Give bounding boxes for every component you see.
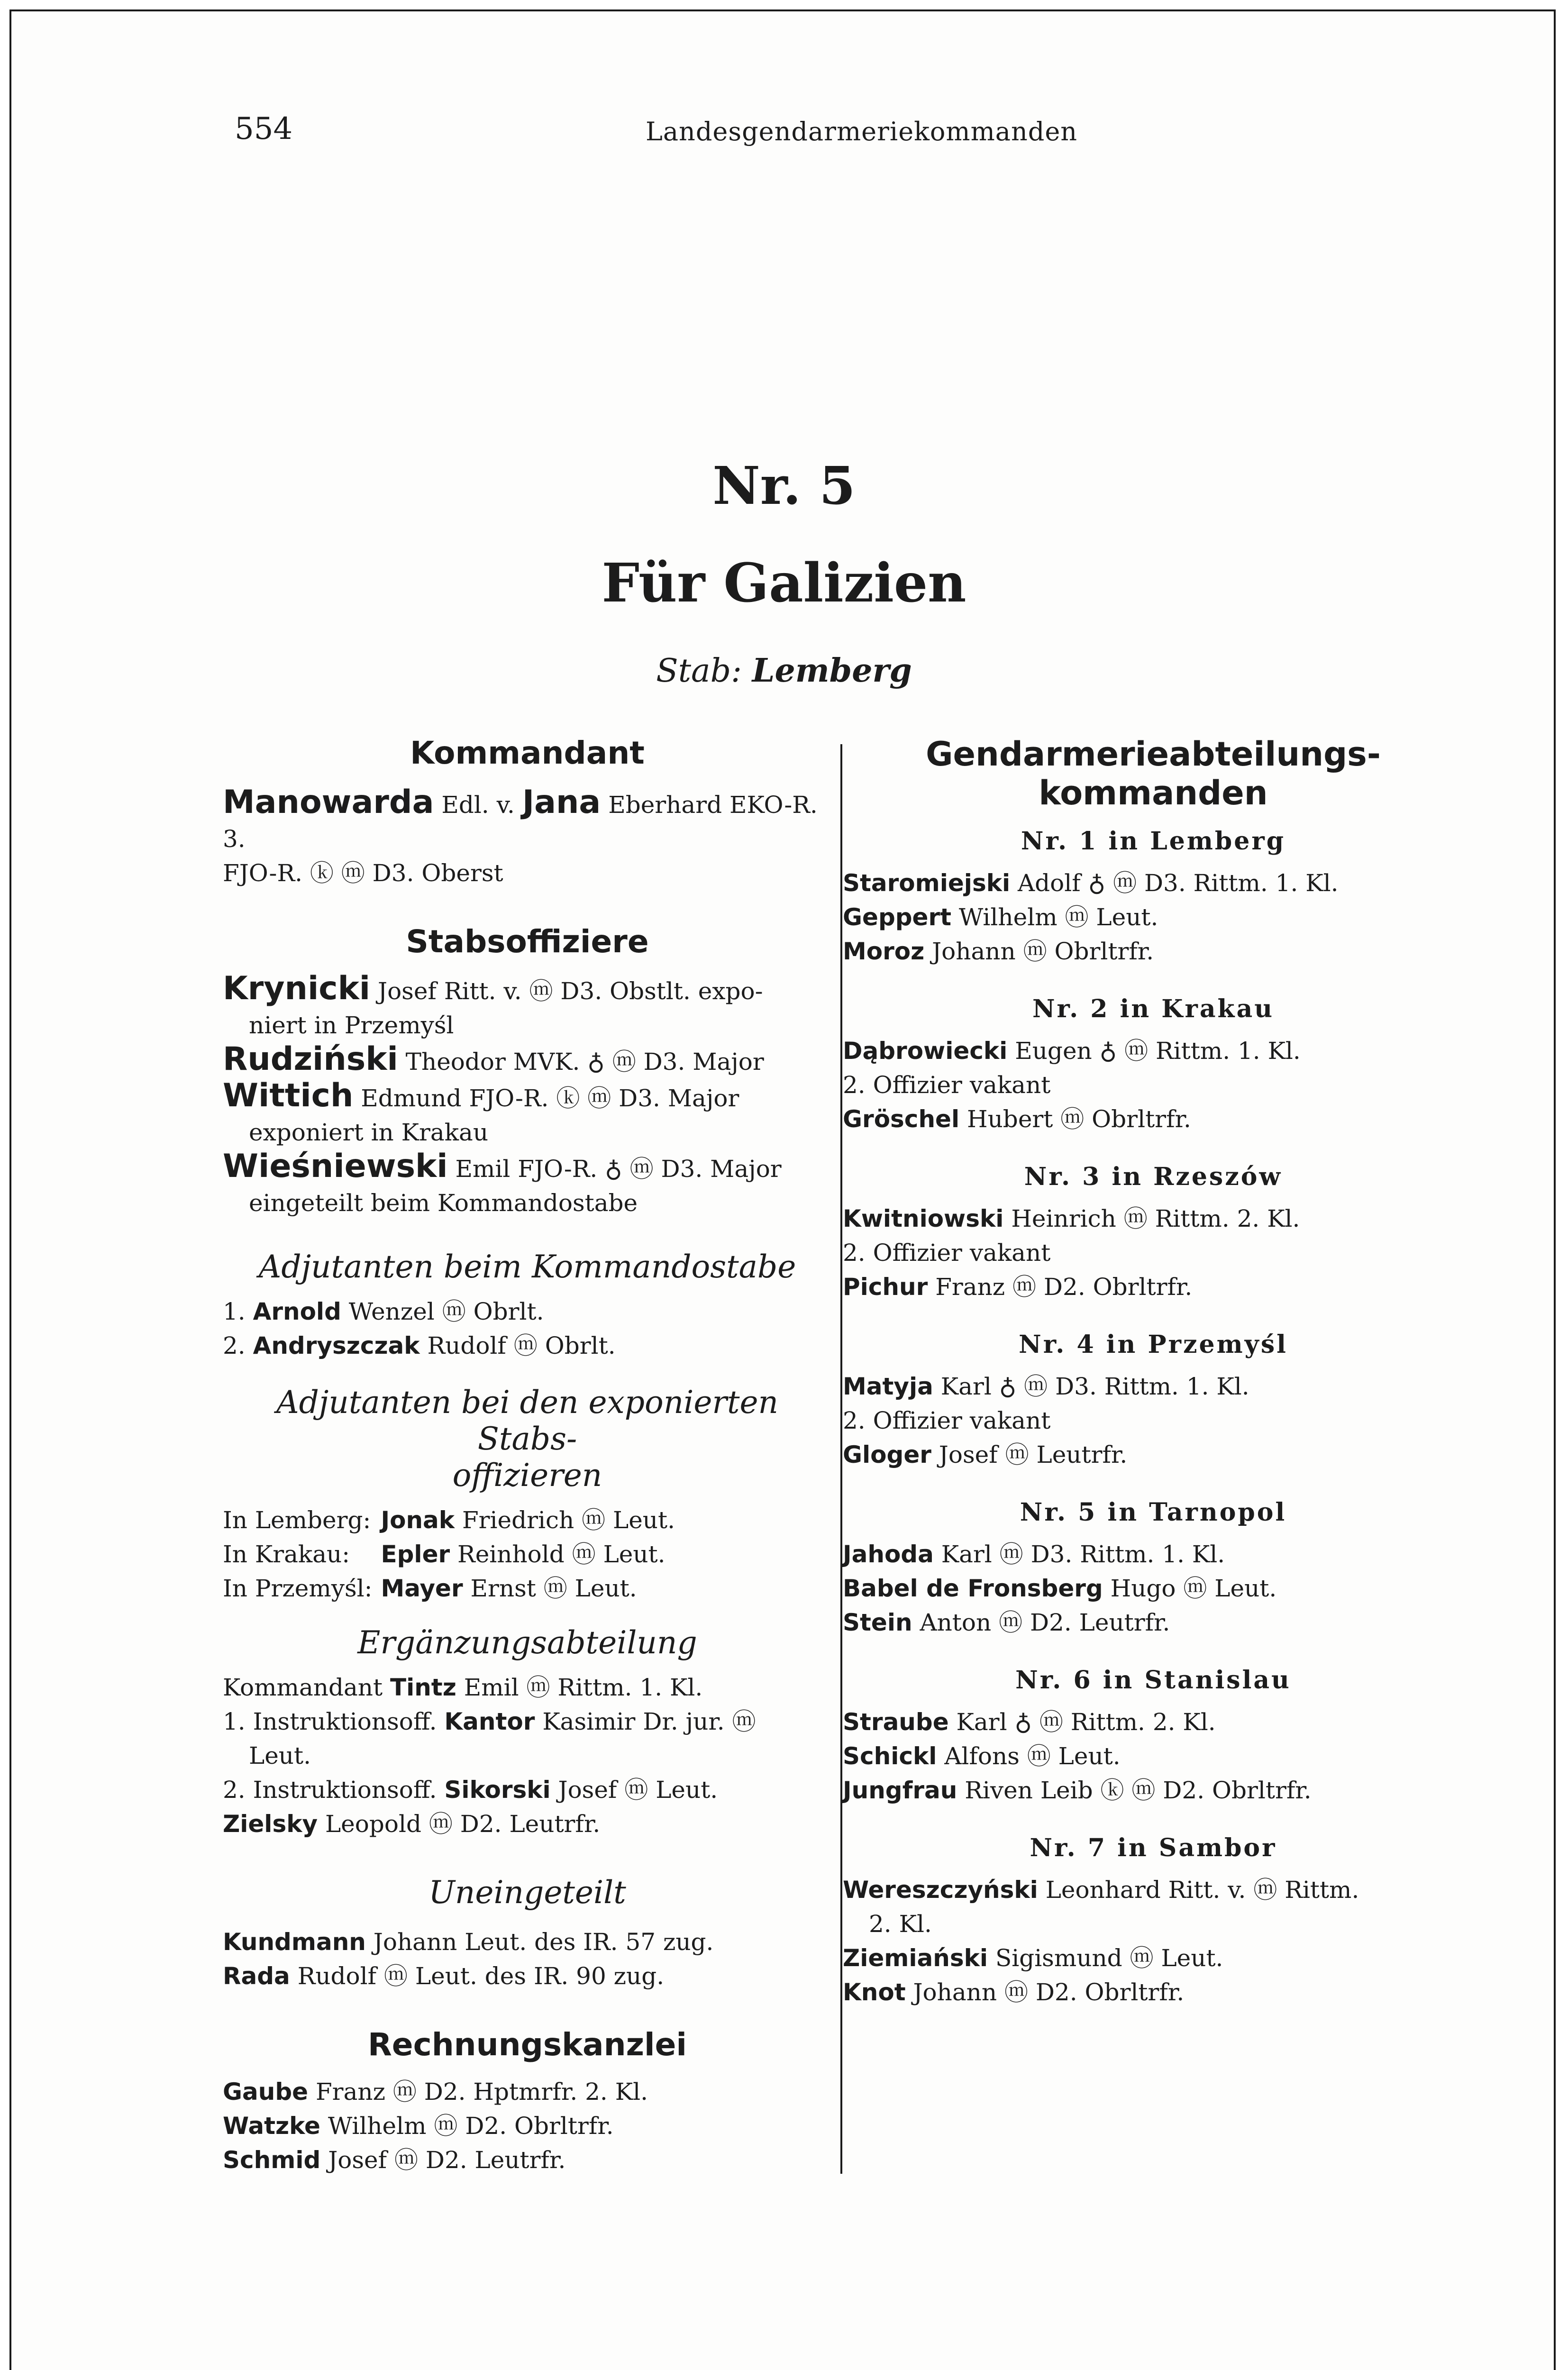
entry-name: Geppert: [843, 903, 952, 931]
ergaenzung-entry: [223, 1807, 832, 1841]
entry-name: Tintz: [390, 1674, 456, 1701]
entry-name: Babel de Fronsberg: [843, 1575, 1103, 1602]
abteilungen-list: [843, 827, 1464, 2009]
abteilung-entry: [843, 1270, 1464, 1304]
entry-name: Ziemiański: [843, 1944, 988, 1972]
abteilung-entry: [843, 1537, 1464, 1571]
rechnungskanzlei-entry: [223, 2143, 832, 2177]
entry-name: Kundmann: [223, 1928, 366, 1956]
stab-label: Stab:: [656, 652, 742, 690]
abteilung-entry: [843, 1034, 1464, 1068]
entry-name: Wittich: [223, 1077, 354, 1114]
entry-text: Franz ⓜ D2. Hptmrfr. 2. Kl.: [315, 2078, 648, 2106]
entry-text: Friedrich ⓜ Leut.: [462, 1506, 675, 1534]
entry-text: Rudolf ⓜ Leut. des IR. 90 zug.: [297, 1962, 665, 1990]
adjutant-entry: [223, 1329, 832, 1363]
command-number: Nr. 5: [712, 455, 856, 516]
kommandant-mid: Edl. v.: [441, 791, 515, 819]
abteilung-title: Nr. 6 in Stanislau: [1015, 1666, 1291, 1695]
entry-text: Kasimir Dr. jur. ⓜ: [542, 1708, 756, 1735]
entry-text: Josef ⓜ Leut.: [558, 1776, 718, 1804]
stabsoffizier-entry: [223, 1079, 832, 1149]
entry-continuation: eingeteilt beim Kommandostabe: [249, 1189, 638, 1217]
entry-text: Adolf ♁ ⓜ D3. Rittm. 1. Kl.: [1018, 869, 1339, 897]
abteilung-entry: [843, 1236, 1464, 1270]
stab-city: Lemberg: [752, 652, 912, 690]
entry-name: Zielsky: [223, 1810, 318, 1838]
entry-name: Watzke: [223, 2112, 320, 2140]
entry-name: Dąbrowiecki: [843, 1037, 1008, 1065]
entry-text: Karl ♁ ⓜ Rittm. 2. Kl.: [956, 1708, 1216, 1736]
adjutanten-exp-heading-cont: offizieren: [452, 1457, 602, 1494]
ergaenzung-entry: [223, 1670, 832, 1705]
abteilung-title: Nr. 5 in Tarnopol: [1020, 1498, 1287, 1527]
entry-text: Edmund FJO-R. ⓚ ⓜ D3. Major: [361, 1085, 739, 1112]
adjutant-entry: [223, 1294, 832, 1329]
abteilung-entry: [843, 1068, 1464, 1102]
abteilung-entry: [843, 1941, 1464, 1975]
entry-name: Gaube: [223, 2078, 309, 2106]
kommandant-line2: FJO-R. ⓚ ⓜ D3. Oberst: [223, 859, 503, 887]
rechnungskanzlei-entry: [223, 2075, 832, 2109]
entry-name: Kantor: [444, 1708, 535, 1735]
entry-text: Rudolf ⓜ Obrlt.: [427, 1332, 616, 1359]
entry-text: 2. Offizier vakant: [843, 1239, 1051, 1267]
entry-text: Alfons ⓜ Leut.: [944, 1742, 1121, 1770]
entry-name: Stein: [843, 1609, 912, 1636]
entry-name: Staromiejski: [843, 869, 1011, 897]
stabsoffizier-entry: [223, 1149, 832, 1220]
kommandant-surname1: Manowarda: [223, 784, 434, 821]
stabsoffizier-entry: [223, 972, 832, 1042]
entry-text: Emil FJO-R. ♁ ⓜ D3. Major: [455, 1155, 782, 1183]
entry-text: Emil ⓜ Rittm. 1. Kl.: [464, 1674, 703, 1701]
abteilung-entry: [843, 1605, 1464, 1640]
entry-name: Sikorski: [444, 1776, 551, 1804]
abteilung-entry: [843, 1705, 1464, 1739]
rechnungskanzlei-entry: [223, 2109, 832, 2143]
abteilung-entry: [843, 1438, 1464, 1472]
stabsoffiziere-heading: Stabsoffiziere: [406, 923, 649, 960]
abteilung-title: Nr. 4 in Przemyśl: [1019, 1330, 1288, 1359]
entry-name: Jungfrau: [843, 1777, 957, 1804]
abteilung-title: Nr. 7 in Sambor: [1030, 1833, 1277, 1862]
kommandant-entry: [223, 785, 832, 890]
entry-continuation: niert in Przemyśl: [249, 1012, 454, 1039]
abteilung-entry: [843, 866, 1464, 900]
adjutanten-heading: Adjutanten beim Kommandostabe: [258, 1249, 796, 1285]
uneingeteilt-entry: [223, 1959, 832, 1993]
abteilung-entry: [843, 1873, 1464, 1941]
entry-name: Knot: [843, 1978, 906, 2006]
entry-text: Eugen ♁ ⓜ Rittm. 1. Kl.: [1015, 1037, 1301, 1065]
abteilung-entry: [843, 934, 1464, 968]
abteilung-entry: [843, 900, 1464, 934]
abteilung-title: Nr. 2 in Krakau: [1032, 994, 1275, 1023]
abteilung-entry: [843, 1975, 1464, 2009]
entry-text: Johann Leut. des IR. 57 zug.: [373, 1928, 714, 1956]
entry-text: 2. Offizier vakant: [843, 1071, 1051, 1099]
kommandant-surname2: Jana: [522, 784, 601, 821]
abteilung-entry: [843, 1369, 1464, 1404]
kommandant-heading: Kommandant: [410, 735, 645, 771]
entry-continuation: exponiert in Krakau: [249, 1119, 489, 1146]
abteilung-entry: [843, 1102, 1464, 1136]
entry-place: In Przemyśl:: [223, 1575, 373, 1602]
entry-text: Reinhold ⓜ Leut.: [457, 1540, 665, 1568]
entry-name: Wereszczyński: [843, 1876, 1038, 1904]
rechnungskanzlei-heading: Rechnungskanzlei: [367, 2026, 687, 2063]
entry-name: Rudziński: [223, 1040, 398, 1078]
entry-name: Schmid: [223, 2146, 321, 2174]
ergaenzung-entry: [223, 1705, 832, 1773]
entry-text: Josef Ritt. v. ⓜ D3. Obstlt. expo-: [378, 977, 763, 1005]
abteilung-entry: [843, 1202, 1464, 1236]
entry-name: Andryszczak: [253, 1332, 420, 1359]
entry-name: Straube: [843, 1708, 949, 1736]
entry-prefix: Kommandant: [223, 1674, 383, 1701]
entry-text: Riven Leib ⓚ ⓜ D2. Obrltrfr.: [965, 1777, 1312, 1804]
abteilungen-heading-cont: kommanden: [1039, 774, 1268, 812]
ergaenzung-entry: [223, 1773, 832, 1807]
entry-name: Kwitniowski: [843, 1205, 1004, 1232]
abteilung-title: Nr. 3 in Rzeszów: [1024, 1162, 1283, 1191]
entry-text: Hubert ⓜ Obrltrfr.: [967, 1105, 1191, 1133]
abteilung-entry: [843, 1404, 1464, 1438]
entry-name: Epler: [381, 1540, 450, 1568]
entry-prefix: 1. Instruktionsoff.: [223, 1708, 437, 1735]
entry-name: Moroz: [843, 938, 925, 965]
stabsoffizier-entry: [223, 1042, 832, 1079]
abteilungen-heading: Gendarmerieabteilungs-: [926, 735, 1381, 774]
abteilung-entry: [843, 1773, 1464, 1807]
entry-name: Mayer: [381, 1575, 463, 1602]
entry-prefix: 2. Instruktionsoff.: [223, 1776, 437, 1804]
entry-name: Gloger: [843, 1441, 931, 1468]
exp-adjutant-table: [223, 1503, 832, 1605]
uneingeteilt-heading: Uneingeteilt: [428, 1874, 626, 1911]
entry-text: Johann ⓜ Obrltrfr.: [932, 938, 1154, 965]
entry-name: Jonak: [381, 1506, 455, 1534]
entry-name: Schickl: [843, 1742, 937, 1770]
entry-name: Arnold: [253, 1298, 341, 1325]
entry-text: Franz ⓜ D2. Obrltrfr.: [935, 1273, 1193, 1301]
entry-text: 2. Offizier vakant: [843, 1407, 1051, 1434]
entry-number: 2.: [223, 1332, 246, 1359]
entry-name: Wieśniewski: [223, 1148, 448, 1185]
left-column: [223, 735, 832, 2177]
entry-place: In Krakau:: [223, 1540, 350, 1568]
abteilung-entry: [843, 1571, 1464, 1605]
entry-text: Wilhelm ⓜ Leut.: [958, 903, 1158, 931]
abteilung-entry: [843, 1739, 1464, 1773]
entry-name: Pichur: [843, 1273, 928, 1301]
entry-place: In Lemberg:: [223, 1506, 371, 1534]
entry-name: Krynicki: [223, 970, 371, 1007]
entry-text: Karl ♁ ⓜ D3. Rittm. 1. Kl.: [940, 1373, 1249, 1400]
entry-text: Heinrich ⓜ Rittm. 2. Kl.: [1011, 1205, 1300, 1232]
entry-text: Sigismund ⓜ Leut.: [995, 1944, 1223, 1972]
entry-name: Jahoda: [843, 1540, 934, 1568]
region-title: Für Galizien: [602, 552, 966, 614]
entry-continuation: Leut.: [249, 1742, 311, 1769]
entry-name: Rada: [223, 1962, 290, 1990]
entry-text: Anton ⓜ D2. Leutrfr.: [920, 1609, 1170, 1636]
abteilung-title: Nr. 1 in Lemberg: [1021, 827, 1286, 856]
entry-text: Theodor MVK. ♁ ⓜ D3. Major: [405, 1048, 764, 1076]
entry-text: Wenzel ⓜ Obrlt.: [348, 1298, 544, 1325]
uneingeteilt-entry: [223, 1925, 832, 1959]
entry-number: 1.: [223, 1298, 246, 1325]
entry-continuation: 2. Kl.: [869, 1910, 932, 1938]
entry-text: Leopold ⓜ D2. Leutrfr.: [325, 1810, 601, 1838]
adjutanten-exp-heading: Adjutanten bei den exponierten Stabs-: [276, 1384, 779, 1457]
entry-text: Ernst ⓜ Leut.: [470, 1575, 637, 1602]
entry-text: Hugo ⓜ Leut.: [1110, 1575, 1277, 1602]
entry-text: Josef ⓜ D2. Leutrfr.: [328, 2146, 566, 2174]
running-title: Landesgendarmeriekommanden: [646, 117, 1078, 146]
entry-name: Matyja: [843, 1373, 933, 1400]
stab-line: [0, 652, 1568, 690]
entry-text: Karl ⓜ D3. Rittm. 1. Kl.: [941, 1540, 1225, 1568]
page-number: 554: [235, 111, 293, 146]
entry-text: Leonhard Ritt. v. ⓜ Rittm.: [1045, 1876, 1359, 1904]
kommandant-line1-rest: Eberhard EKO-R. 3.: [223, 791, 818, 853]
entry-text: Johann ⓜ D2. Obrltrfr.: [913, 1978, 1185, 2006]
ergaenzung-heading: Ergänzungsabteilung: [357, 1624, 697, 1661]
entry-text: Josef ⓜ Leutrfr.: [939, 1441, 1128, 1468]
right-column: [843, 735, 1464, 2009]
column-divider: [840, 744, 842, 2174]
entry-name: Gröschel: [843, 1105, 960, 1133]
entry-text: Wilhelm ⓜ D2. Obrltrfr.: [328, 2112, 614, 2140]
